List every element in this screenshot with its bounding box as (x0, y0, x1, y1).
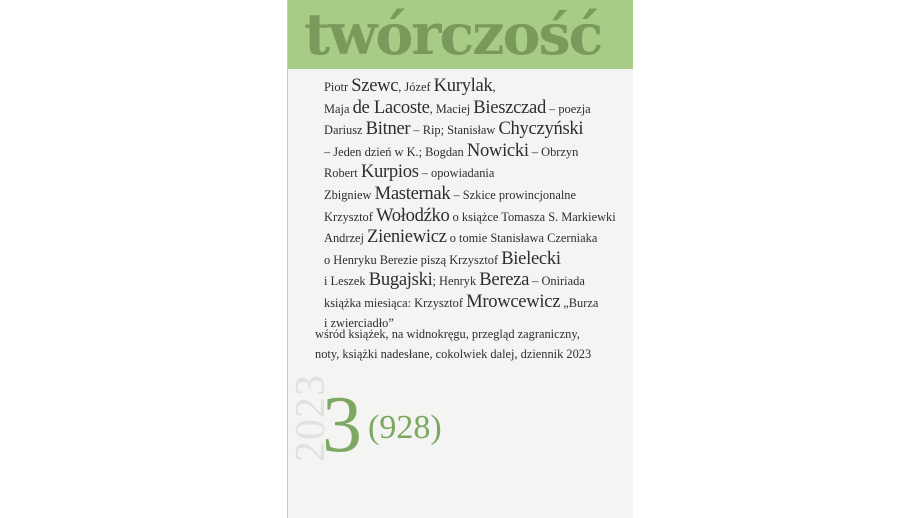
author-surname: Mrowcewicz (466, 290, 561, 312)
contents-text: o Henryku Berezie piszą Krzysztof (324, 252, 502, 267)
author-surname: Bugajski (368, 269, 433, 291)
author-surname: Szewc (351, 75, 399, 96)
contents-text: – Obrzyn (528, 144, 579, 159)
contents-text: ; Henryk (432, 274, 480, 289)
sections-list (315, 325, 591, 364)
contents-line (324, 76, 624, 98)
contents-text: o książce Tomasza S. Markiewki (449, 209, 616, 224)
contents-line (324, 184, 624, 206)
contents-line (324, 292, 624, 314)
table-of-contents (324, 76, 624, 333)
contents-text: – Rip; Stanisław (410, 123, 499, 138)
contents-text: Andrzej (324, 231, 368, 246)
contents-text: i zwierciadło” (324, 315, 394, 330)
author-surname: Nowicki (466, 139, 529, 161)
contents-line (324, 119, 624, 141)
sections-line: wśród książek, na widnokręgu, przegląd zagraniczny, (315, 327, 580, 341)
contents-line (324, 227, 624, 249)
contents-text: , Józef (398, 80, 434, 94)
contents-text: – poezja (545, 101, 591, 116)
contents-text: , Maciej (429, 101, 474, 116)
contents-text: – opowiadania (418, 166, 495, 181)
author-surname: Masternak (374, 182, 451, 204)
contents-text: książka miesiąca: Krzysztof (324, 295, 467, 310)
author-surname: Chyczyński (498, 118, 584, 140)
contents-text: – Jeden dzień w K.; Bogdan (324, 144, 467, 159)
issue-number: 3 (322, 381, 362, 469)
author-surname: Wołodźko (375, 204, 450, 226)
author-surname: Bielecki (501, 247, 561, 269)
author-surname: Bereza (479, 269, 530, 291)
contents-line (324, 162, 624, 184)
author-surname: Kurylak (433, 75, 493, 96)
issue-total-number: (928) (368, 409, 442, 446)
masthead-title: twórczość (304, 1, 602, 68)
contents-line (324, 270, 624, 292)
issue-year: 2023 (288, 374, 334, 462)
contents-text: Robert (324, 166, 361, 181)
author-surname: Kurpios (360, 161, 419, 183)
author-surname: de Lacoste (352, 96, 430, 118)
contents-text: o tomie Stanisława Czerniaka (446, 231, 598, 246)
contents-line (324, 249, 624, 271)
author-surname: Zieniewicz (367, 226, 447, 248)
contents-text: Piotr (324, 80, 352, 94)
contents-line (324, 98, 624, 120)
contents-text: – Szkice prowincjonalne (450, 187, 576, 202)
magazine-cover (287, 0, 633, 518)
contents-text: Zbigniew (324, 187, 375, 202)
contents-line (324, 141, 624, 163)
contents-text: Dariusz (324, 123, 366, 138)
author-surname: Bitner (365, 118, 411, 140)
contents-text: Maja (324, 101, 353, 116)
contents-text: Krzysztof (324, 209, 376, 224)
author-surname: Bieszczad (473, 96, 546, 118)
sections-line: noty, książki nadesłane, cokolwiek dalej, dziennik 2023 (315, 346, 592, 361)
contents-text: , (492, 80, 496, 94)
contents-text: „Burza (560, 295, 599, 310)
contents-text: i Leszek (324, 274, 369, 289)
contents-line (324, 206, 624, 228)
contents-text: – Oniriada (529, 274, 585, 289)
